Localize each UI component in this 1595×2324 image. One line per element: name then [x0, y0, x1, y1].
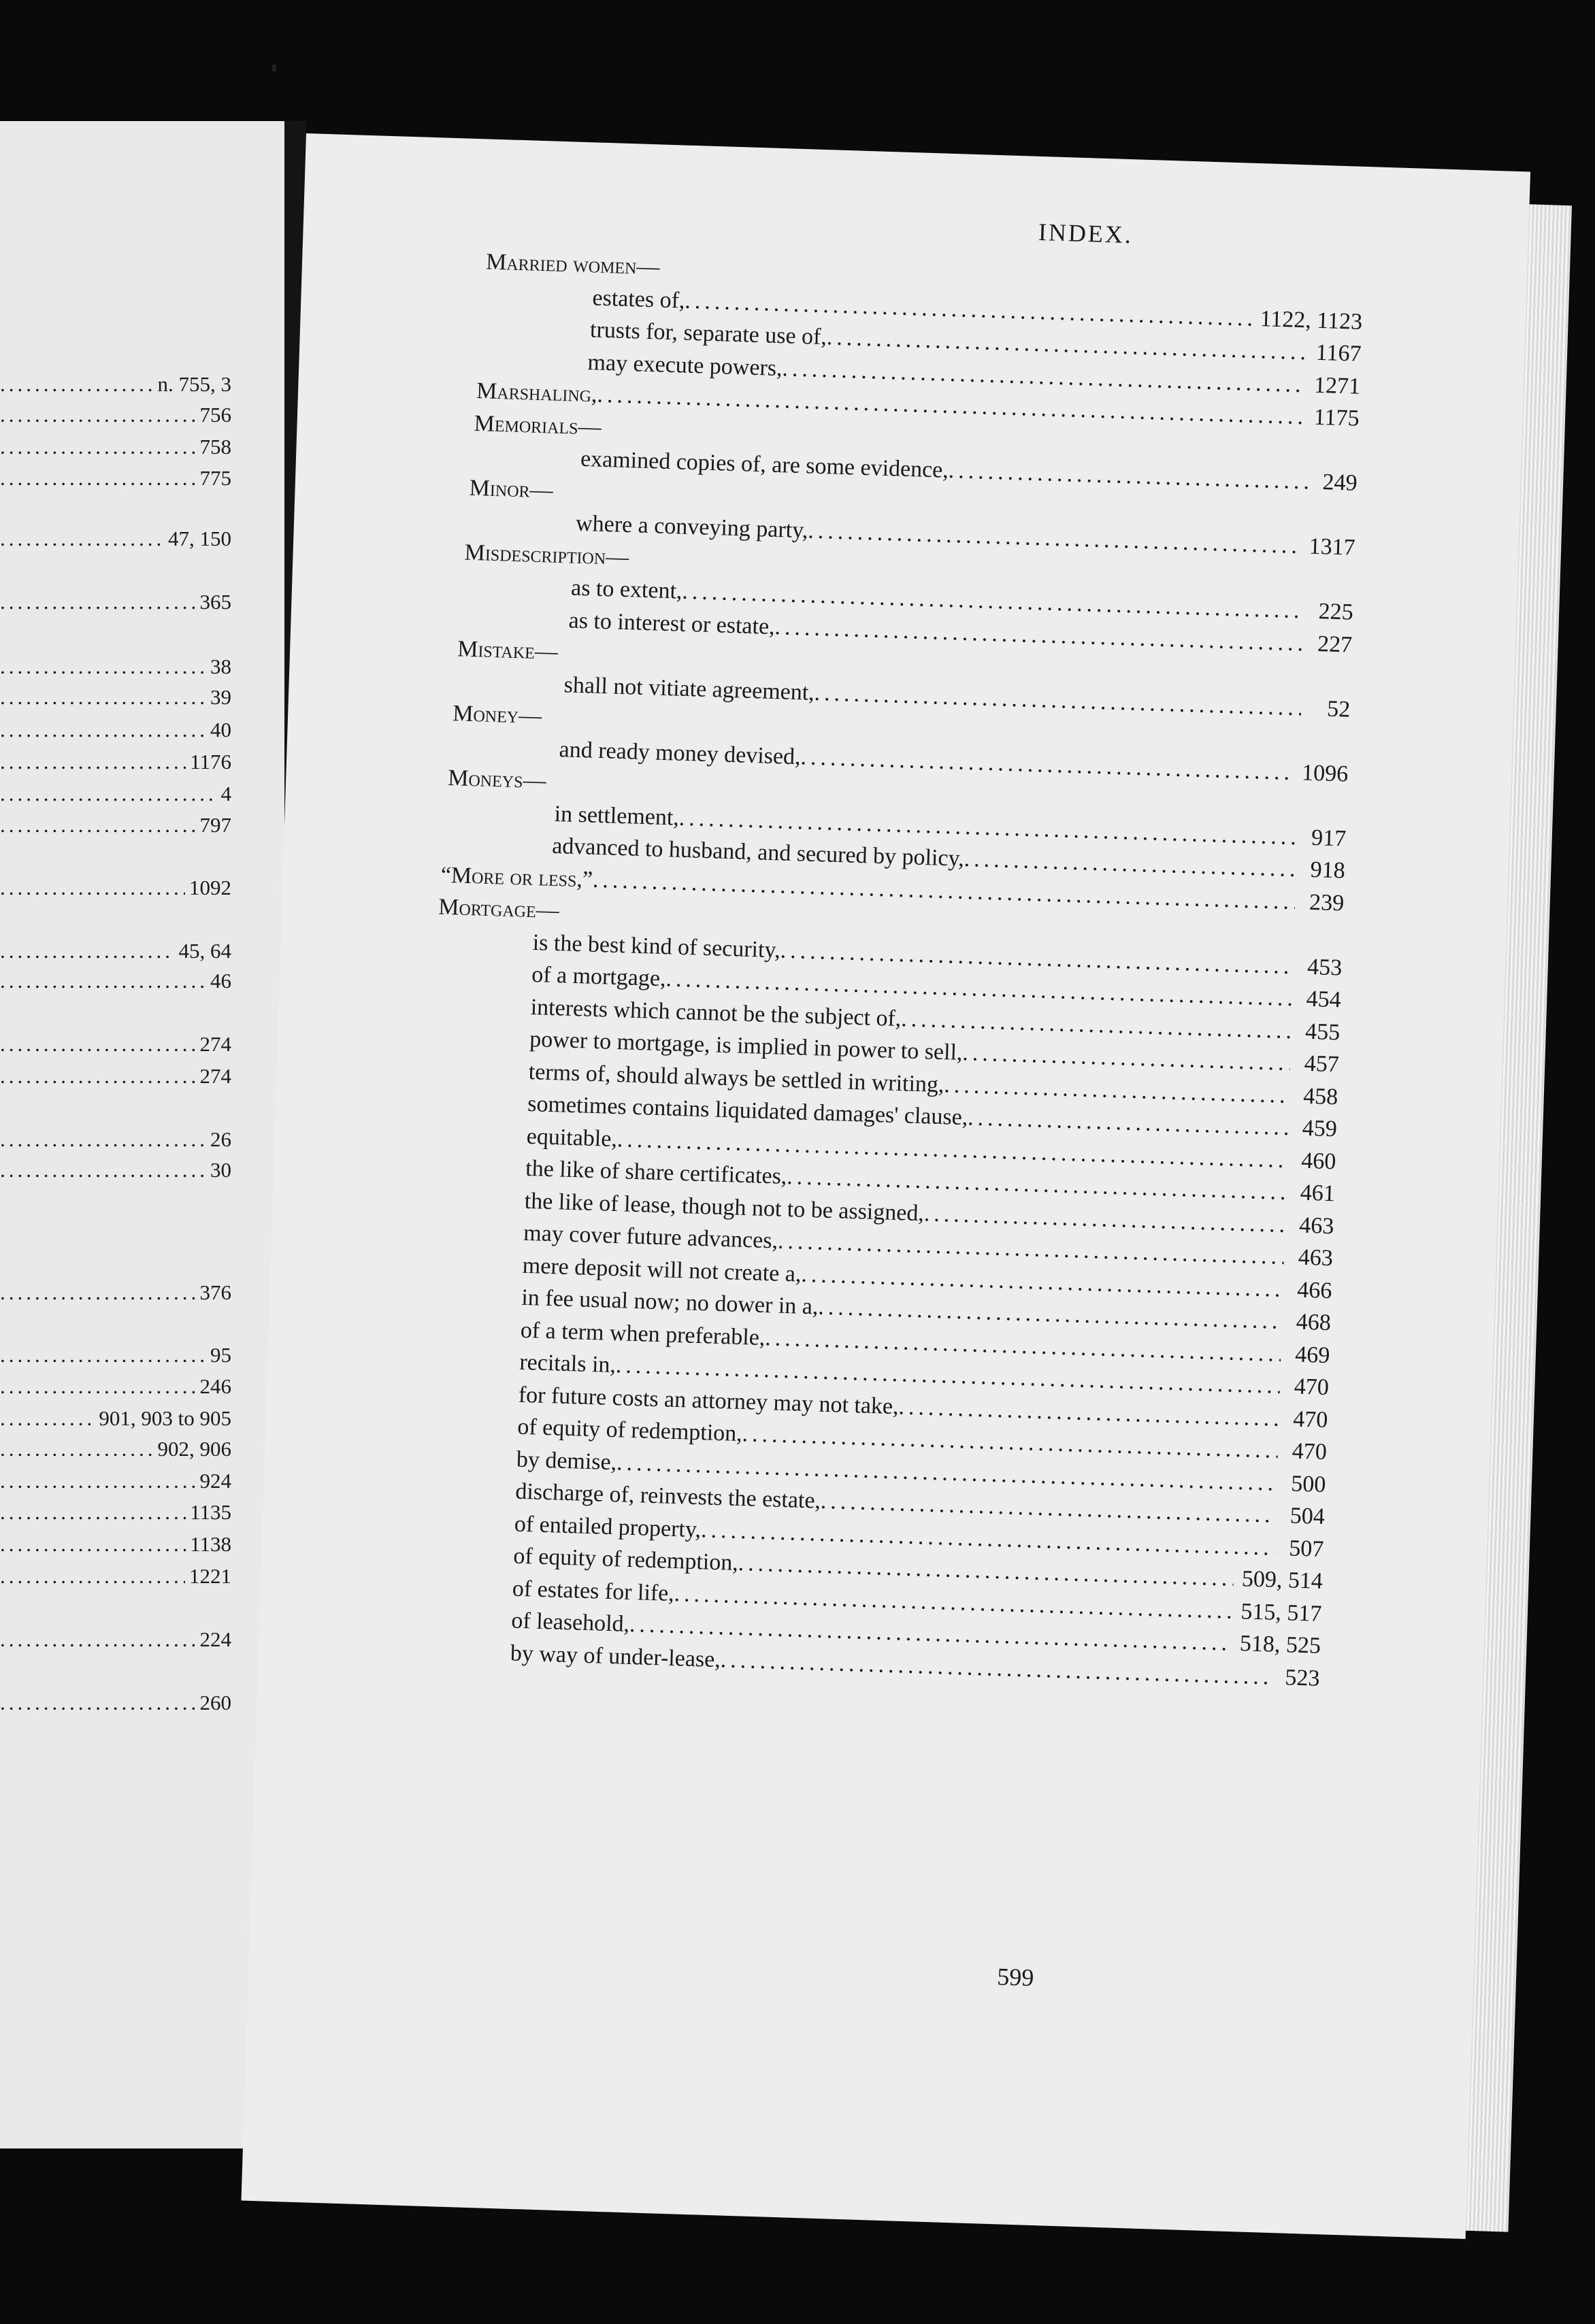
film-speck — [272, 65, 276, 71]
entry-text: equitable, — [526, 1123, 618, 1152]
page-reference: 52 — [1326, 696, 1351, 723]
page-reference: n. 755, 3 — [157, 372, 231, 396]
left-index-row — [0, 937, 231, 965]
dot-leader — [0, 813, 196, 837]
page-reference: 756 — [199, 403, 231, 427]
page-reference: 1167 — [1315, 339, 1362, 367]
dot-leader — [0, 1374, 196, 1399]
left-index-row — [0, 525, 231, 552]
dot-leader — [0, 969, 206, 993]
dot-leader — [0, 527, 164, 551]
left-index-row — [0, 1157, 231, 1184]
left-index-row — [0, 1373, 231, 1400]
page-reference: 1271 — [1313, 372, 1361, 399]
page-number: 599 — [996, 1963, 1035, 1991]
entry-text: of estates for life, — [512, 1576, 675, 1606]
dot-leader — [923, 1201, 1285, 1238]
entry-text: terms of, should always be settled in writing, — [528, 1059, 945, 1097]
page-reference: 453 — [1306, 954, 1343, 980]
left-index-row — [0, 780, 231, 808]
entry-text: as to extent, — [570, 575, 683, 604]
entry-text: examined copies of, are some evidence, — [580, 446, 949, 483]
page-reference: 797 — [199, 813, 231, 837]
entry-text: estates of, — [592, 284, 686, 314]
entry-text: “More or less,” — [440, 862, 593, 893]
page-reference: 775 — [199, 466, 231, 490]
entry-text: by way of under-lease, — [510, 1640, 721, 1672]
page-reference: 1096 — [1301, 759, 1349, 787]
page-reference: 1221 — [189, 1564, 231, 1588]
entry-text: power to mortgage, is implied in power to sell, — [529, 1026, 964, 1065]
entry-text: of a term when preferable, — [520, 1317, 766, 1350]
entry-text: trusts for, separate use of, — [589, 317, 827, 350]
left-index-row — [0, 1467, 231, 1495]
page-reference: 509, 514 — [1241, 1566, 1323, 1594]
dot-leader — [0, 1500, 186, 1525]
dot-leader — [0, 782, 217, 806]
entry-text: Married women— — [485, 249, 661, 280]
left-index-row — [0, 967, 231, 995]
left-index-row — [0, 1063, 231, 1090]
dot-leader — [964, 846, 1296, 882]
page-reference: 518, 525 — [1239, 1631, 1321, 1659]
entry-text: of entailed property, — [514, 1511, 702, 1542]
page-reference: 459 — [1302, 1115, 1338, 1142]
page-reference: 1138 — [190, 1532, 231, 1556]
page-reference: 38 — [210, 654, 231, 678]
page-reference: 46 — [210, 969, 231, 993]
dot-leader — [0, 1127, 206, 1152]
entry-text: and ready money devised, — [559, 736, 802, 769]
dot-leader — [0, 1564, 185, 1589]
left-index-row — [0, 684, 231, 711]
entry-text: in settlement, — [554, 801, 680, 831]
page-reference: 469 — [1294, 1342, 1330, 1368]
entry-text: Misdescription— — [464, 540, 629, 570]
page-reference: 1175 — [1313, 404, 1360, 431]
dot-leader — [0, 1691, 196, 1715]
page-reference: 45, 64 — [178, 939, 231, 963]
entry-text: of equity of redemption, — [512, 1543, 739, 1576]
page-reference: 470 — [1292, 1406, 1328, 1433]
entry-text: Mortgage— — [438, 894, 560, 924]
page-reference: 224 — [199, 1627, 231, 1651]
entry-text: recitals in, — [519, 1349, 616, 1378]
page-reference: 227 — [1317, 631, 1353, 658]
page-reference: 523 — [1284, 1664, 1320, 1691]
page-reference: 461 — [1300, 1180, 1336, 1207]
dot-leader — [0, 939, 175, 963]
page-reference: 463 — [1298, 1212, 1334, 1239]
left-index-row — [0, 653, 231, 680]
page-reference: 95 — [210, 1343, 231, 1367]
page-reference: 500 — [1290, 1470, 1326, 1497]
dot-leader — [0, 1280, 196, 1305]
dot-leader — [0, 1627, 196, 1652]
dot-leader — [0, 1064, 196, 1089]
page-reference: 225 — [1318, 599, 1354, 625]
entry-text: mere deposit will not create a, — [522, 1252, 802, 1287]
page-reference: 1176 — [190, 750, 231, 774]
entry-text: as to interest or estate, — [568, 607, 776, 640]
entry-text: sometimes contains liquidated damages' clause, — [527, 1091, 968, 1131]
dot-leader — [0, 876, 185, 900]
entry-text: discharge of, reinvests the estate, — [514, 1478, 821, 1514]
entry-text: Memorials— — [474, 410, 602, 440]
page-reference: 1135 — [190, 1500, 231, 1524]
page-reference: 39 — [210, 685, 231, 709]
page-reference: 40 — [210, 718, 231, 742]
page-reference: 249 — [1322, 469, 1358, 496]
page-reference: 458 — [1302, 1083, 1338, 1110]
page-reference: 1122, 1123 — [1260, 305, 1363, 335]
dot-leader — [0, 1532, 186, 1557]
left-index-row — [0, 465, 231, 492]
page-reference: 507 — [1288, 1535, 1324, 1562]
entry-text: for future costs an attorney may not take, — [518, 1382, 900, 1419]
entry-text: advanced to husband, and secured by policy, — [551, 833, 965, 872]
dot-leader — [0, 1437, 154, 1461]
dot-leader — [0, 1469, 196, 1493]
right-page — [242, 133, 1531, 2239]
left-index-row — [0, 874, 231, 901]
page-reference: 470 — [1294, 1374, 1330, 1401]
left-index-row — [0, 1689, 231, 1716]
dot-leader — [0, 466, 196, 491]
page-reference: 466 — [1296, 1277, 1332, 1304]
left-index-row — [0, 1031, 231, 1058]
page-reference: 924 — [199, 1469, 231, 1493]
left-index-row — [0, 1531, 231, 1558]
dot-leader — [0, 718, 206, 742]
dot-leader — [948, 458, 1309, 495]
dot-leader — [0, 1343, 206, 1367]
page-reference: 47, 150 — [168, 527, 231, 550]
page-reference: 260 — [199, 1691, 231, 1714]
page-reference: 454 — [1306, 986, 1342, 1013]
page-reference: 457 — [1304, 1050, 1340, 1078]
page-reference: 468 — [1296, 1309, 1332, 1336]
dot-leader — [944, 1072, 1289, 1109]
page-reference: 26 — [210, 1127, 231, 1151]
dot-leader — [0, 685, 206, 710]
left-index-row — [0, 1279, 231, 1306]
left-index-row — [0, 1126, 231, 1153]
dot-leader — [968, 1105, 1289, 1141]
page-reference: 758 — [199, 435, 231, 459]
entry-text: the like of lease, though not to be assigned, — [524, 1188, 925, 1226]
entry-text: Minor— — [469, 475, 554, 503]
entry-text: in fee usual now; no dower in a, — [521, 1284, 819, 1320]
dot-leader — [0, 750, 186, 774]
left-index-row — [0, 748, 231, 776]
left-index-row — [0, 1626, 231, 1653]
entry-text: is the best kind of security, — [532, 929, 781, 963]
entry-text: shall not vitiate agreement, — [563, 671, 815, 706]
left-index-row — [0, 1435, 231, 1463]
left-index-row — [0, 812, 231, 839]
page-reference: 1092 — [189, 876, 231, 899]
left-index-row — [0, 1405, 231, 1432]
entry-text: Mistake— — [457, 636, 559, 665]
page-reference: 460 — [1300, 1148, 1336, 1174]
page-reference: 463 — [1298, 1244, 1334, 1272]
page-reference: 470 — [1292, 1438, 1328, 1465]
page-reference: 917 — [1311, 825, 1347, 852]
page-reference: 902, 906 — [157, 1437, 231, 1461]
page-reference: 239 — [1309, 889, 1345, 916]
page-reference: 365 — [199, 590, 231, 614]
left-index-row — [0, 716, 231, 744]
entry-text: where a conveying party, — [575, 510, 809, 544]
dot-leader — [0, 403, 196, 427]
left-index-row — [0, 371, 231, 398]
left-index-row — [0, 401, 231, 429]
page-reference: 274 — [199, 1032, 231, 1056]
page-reference: 1317 — [1309, 533, 1356, 561]
dot-leader — [0, 654, 206, 679]
entry-text: Money— — [452, 701, 542, 729]
page-reference: 4 — [220, 782, 231, 806]
page-reference: 504 — [1289, 1503, 1326, 1530]
dot-leader — [0, 372, 154, 397]
page-reference: 455 — [1304, 1018, 1341, 1045]
index-heading: INDEX. — [1038, 218, 1134, 249]
entry-text: of leasehold, — [510, 1608, 630, 1637]
entry-text: may execute powers, — [587, 349, 783, 381]
page-reference: 901, 903 to 905 — [99, 1406, 231, 1430]
left-index-row — [0, 1342, 231, 1369]
page-reference: 515, 517 — [1240, 1598, 1322, 1627]
entry-text: may cover future advances, — [523, 1220, 778, 1254]
entry-text: by demise, — [516, 1446, 617, 1475]
entry-text: of a mortgage, — [531, 962, 667, 992]
page-reference: 376 — [199, 1280, 231, 1304]
dot-leader — [0, 1032, 196, 1057]
left-index-row — [0, 1563, 231, 1590]
entry-text: the like of share certificates, — [525, 1155, 787, 1189]
page-reference: 246 — [199, 1374, 231, 1398]
left-index-row — [0, 433, 231, 461]
page-reference: 274 — [199, 1064, 231, 1088]
left-index-row — [0, 1499, 231, 1526]
left-page — [0, 121, 289, 2148]
dot-leader — [0, 1406, 95, 1431]
page-reference: 30 — [210, 1158, 231, 1182]
left-index-row — [0, 588, 231, 616]
dot-leader — [0, 435, 196, 459]
entry-text: Moneys— — [447, 765, 547, 794]
dot-leader — [0, 590, 196, 614]
page-reference: 918 — [1310, 857, 1346, 884]
entry-text: interests which cannot be the subject of, — [530, 994, 902, 1031]
dot-leader — [962, 1040, 1291, 1076]
dot-leader — [0, 1158, 206, 1182]
entry-text: of equity of redemption, — [516, 1414, 743, 1447]
entry-text: Marshaling, — [476, 378, 598, 408]
